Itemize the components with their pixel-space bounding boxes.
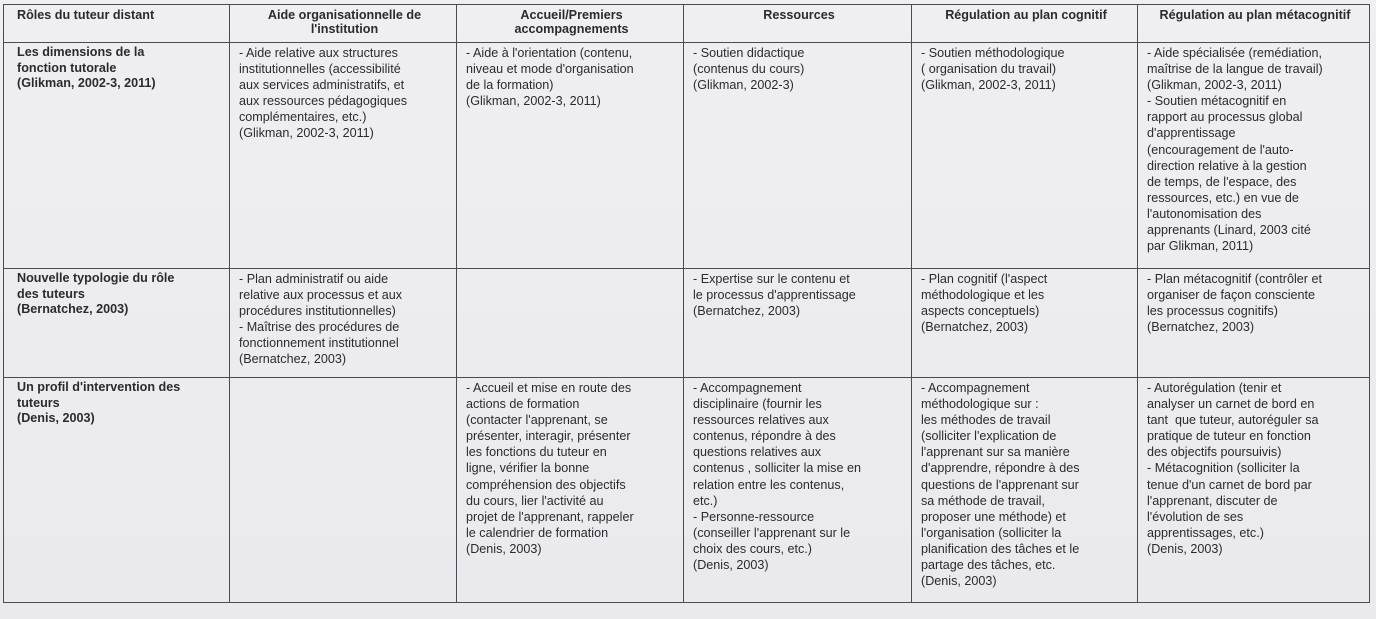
cell-text-line: ressources, etc.) en vue de xyxy=(1147,190,1299,205)
cell-text-line: (solliciter l'explication de xyxy=(921,429,1057,444)
cell-text-line: les méthodes de travail xyxy=(921,413,1051,428)
header-metacognitive: Régulation au plan métacognitif xyxy=(1138,5,1370,43)
cell-text-line: tant que tuteur, autoréguler sa xyxy=(1147,413,1319,428)
cell-text-line: partage des tâches, etc. xyxy=(921,558,1056,573)
cell-text-line: direction relative à la gestion xyxy=(1147,158,1307,173)
cell-text-line: tenue d'un carnet de bord par xyxy=(1147,477,1312,492)
cell-text-line: projet de l'apprenant, rappeler xyxy=(466,509,634,524)
cell-text-line: questions de l'apprenant sur xyxy=(921,477,1079,492)
cell-text-line: - Aide relative aux structures xyxy=(239,46,398,60)
header-row xyxy=(4,5,1370,43)
cell-text-line: le processus d'apprentissage xyxy=(693,288,856,303)
cell-text-line: contenus , solliciter la mise en xyxy=(693,461,861,476)
header-roles: Rôles du tuteur distant xyxy=(4,5,230,43)
table-row xyxy=(4,269,1370,378)
table-cell xyxy=(912,378,1138,603)
row-header-line: Les dimensions de la xyxy=(17,45,145,59)
cell-text-line: les processus cognitifs) xyxy=(1147,304,1278,319)
cell-text-line: - Autorégulation (tenir et xyxy=(1147,381,1282,395)
cell-text-line: de la formation) xyxy=(466,78,554,93)
table-cell xyxy=(912,269,1138,378)
cell-text-line: (Bernatchez, 2003) xyxy=(921,320,1029,335)
cell-text-line: etc.) xyxy=(693,493,718,508)
cell-text-line: d'apprentissage xyxy=(1147,126,1236,141)
cell-text-line: l'organisation (solliciter la xyxy=(921,525,1062,540)
cell-text-line: (contenus du cours) xyxy=(693,62,805,77)
cell-text-line: complémentaires, etc.) xyxy=(239,110,367,125)
cell-text-line: ligne, vérifier la bonne xyxy=(466,461,590,476)
cell-text-line: - Métacognition (solliciter la xyxy=(1147,461,1300,476)
cell-text-line: - Aide spécialisée (remédiation, xyxy=(1147,46,1323,60)
table-cell xyxy=(457,269,684,378)
cell-text-line: (Denis, 2003) xyxy=(921,574,997,589)
cell-text-line: (Bernatchez, 2003) xyxy=(239,352,347,367)
cell-text-line: (Bernatchez, 2003) xyxy=(693,304,801,319)
table-cell xyxy=(684,43,912,269)
row-header xyxy=(4,378,230,603)
cell-text-line: (Denis, 2003) xyxy=(466,541,542,556)
cell-text-line: relation entre les contenus, xyxy=(693,477,845,492)
cell-text-line: rapport au processus global xyxy=(1147,110,1303,125)
header-welcome: Accueil/Premiers accompagnements xyxy=(457,5,684,43)
row-header-line: Un profil d'intervention des xyxy=(17,380,181,394)
table-cell xyxy=(230,378,457,603)
cell-text-line: compréhension des objectifs xyxy=(466,477,626,492)
row-header-line: des tuteurs xyxy=(17,286,85,301)
cell-text-line: (Glikman, 2002-3, 2011) xyxy=(239,126,374,141)
cell-text-line: - Soutien méthodologique xyxy=(921,46,1065,60)
cell-text-line: institutionnelles (accessibilité xyxy=(239,62,401,77)
cell-text-line: relative aux processus et aux xyxy=(239,288,403,303)
table-cell xyxy=(457,43,684,269)
cell-text-line: méthodologique sur : xyxy=(921,397,1039,412)
table-row xyxy=(4,43,1370,269)
cell-text-line: (Glikman, 2002-3) xyxy=(693,78,794,93)
cell-text-line: apprentissages, etc.) xyxy=(1147,525,1264,540)
cell-text-line: ( organisation du travail) xyxy=(921,62,1057,77)
cell-text-line: contenus, répondre à des xyxy=(693,429,836,444)
row-header-line: fonction tutorale xyxy=(17,60,117,75)
cell-text-line: procédures institutionnelles) xyxy=(239,304,396,319)
cell-text-line: ressources relatives aux xyxy=(693,413,829,428)
cell-text-line: l'apprenant, discuter de xyxy=(1147,493,1278,508)
cell-text-line: disciplinaire (fournir les xyxy=(693,397,822,412)
header-resources: Ressources xyxy=(684,5,912,43)
cell-text-line: le calendrier de formation xyxy=(466,525,609,540)
cell-text-line: (Glikman, 2002-3, 2011) xyxy=(1147,78,1282,93)
cell-text-line: choix des cours, etc.) xyxy=(693,541,812,556)
cell-text-line: l'évolution de ses xyxy=(1147,509,1244,524)
cell-text-line: planification des tâches et le xyxy=(921,541,1080,556)
cell-text-line: niveau et mode d'organisation xyxy=(466,62,634,77)
table-cell xyxy=(1138,269,1370,378)
cell-text-line: - Aide à l'orientation (contenu, xyxy=(466,46,633,60)
cell-text-line: sa méthode de travail, xyxy=(921,493,1045,508)
cell-text-line: - Accueil et mise en route des xyxy=(466,381,632,395)
cell-text-line: de temps, de l'espace, des xyxy=(1147,174,1297,189)
cell-text-line: maîtrise de la langue de travail) xyxy=(1147,62,1323,77)
cell-text-line: - Personne-ressource xyxy=(693,509,815,524)
cell-text-line: - Plan administratif ou aide xyxy=(239,272,389,286)
cell-text-line: - Accompagnement xyxy=(693,381,802,395)
table-cell xyxy=(684,378,912,603)
cell-text-line: fonctionnement institutionnel xyxy=(239,336,399,351)
table-cell xyxy=(230,269,457,378)
cell-text-line: aspects conceptuels) xyxy=(921,304,1040,319)
cell-text-line: proposer une méthode) et xyxy=(921,509,1066,524)
row-header xyxy=(4,43,230,269)
cell-text-line: organiser de façon consciente xyxy=(1147,288,1316,303)
cell-text-line: actions de formation xyxy=(466,397,580,412)
cell-text-line: - Accompagnement xyxy=(921,381,1030,395)
cell-text-line: pratique de tuteur en fonction xyxy=(1147,429,1311,444)
table-cell xyxy=(1138,43,1370,269)
tutor-roles-table xyxy=(3,4,1370,603)
row-header-line: tuteurs xyxy=(17,395,60,410)
cell-text-line: (Glikman, 2002-3, 2011) xyxy=(921,78,1056,93)
row-header-line: (Bernatchez, 2003) xyxy=(17,302,129,316)
table-cell xyxy=(684,269,912,378)
cell-text-line: l'autonomisation des xyxy=(1147,206,1262,221)
row-header-line: Nouvelle typologie du rôle xyxy=(17,271,175,285)
cell-text-line: aux ressources pédagogiques xyxy=(239,94,408,109)
cell-text-line: apprenants (Linard, 2003 cité xyxy=(1147,223,1311,238)
cell-text-line: aux services administratifs, et xyxy=(239,78,405,93)
row-header xyxy=(4,269,230,378)
cell-text-line: (Denis, 2003) xyxy=(693,558,769,573)
cell-text-line: - Expertise sur le contenu et xyxy=(693,272,850,286)
cell-text-line: présenter, interagir, présenter xyxy=(466,429,631,444)
cell-text-line: questions relatives aux xyxy=(693,445,822,460)
row-header-line: (Denis, 2003) xyxy=(17,411,95,425)
table-cell xyxy=(912,43,1138,269)
cell-text-line: (encouragement de l'auto- xyxy=(1147,142,1294,157)
cell-text-line: - Soutien didactique xyxy=(693,46,805,60)
cell-text-line: du cours, lier l'activité au xyxy=(466,493,604,508)
cell-text-line: l'apprenant sur sa manière xyxy=(921,445,1070,460)
cell-text-line: (Glikman, 2002-3, 2011) xyxy=(466,94,601,109)
cell-text-line: (Bernatchez, 2003) xyxy=(1147,320,1255,335)
cell-text-line: (Denis, 2003) xyxy=(1147,541,1223,556)
header-cognitive: Régulation au plan cognitif xyxy=(912,5,1138,43)
cell-text-line: - Plan cognitif (l'aspect xyxy=(921,272,1048,286)
row-header-line: (Glikman, 2002-3, 2011) xyxy=(17,76,156,90)
cell-text-line: des objectifs poursuivis) xyxy=(1147,445,1282,460)
table-cell xyxy=(1138,378,1370,603)
cell-text-line: - Plan métacognitif (contrôler et xyxy=(1147,272,1322,286)
table-cell xyxy=(457,378,684,603)
cell-text-line: analyser un carnet de bord en xyxy=(1147,397,1315,412)
table-row xyxy=(4,378,1370,603)
cell-text-line: d'apprendre, répondre à des xyxy=(921,461,1080,476)
cell-text-line: - Soutien métacognitif en xyxy=(1147,94,1287,109)
cell-text-line: (conseiller l'apprenant sur le xyxy=(693,525,851,540)
table-cell xyxy=(230,43,457,269)
cell-text-line: (contacter l'apprenant, se xyxy=(466,413,608,428)
cell-text-line: méthodologique et les xyxy=(921,288,1045,303)
cell-text-line: les fonctions du tuteur en xyxy=(466,445,607,460)
cell-text-line: par Glikman, 2011) xyxy=(1147,239,1254,254)
cell-text-line: - Maîtrise des procédures de xyxy=(239,320,400,335)
header-institutional-aid: Aide organisationnelle de l'institution xyxy=(230,5,457,43)
